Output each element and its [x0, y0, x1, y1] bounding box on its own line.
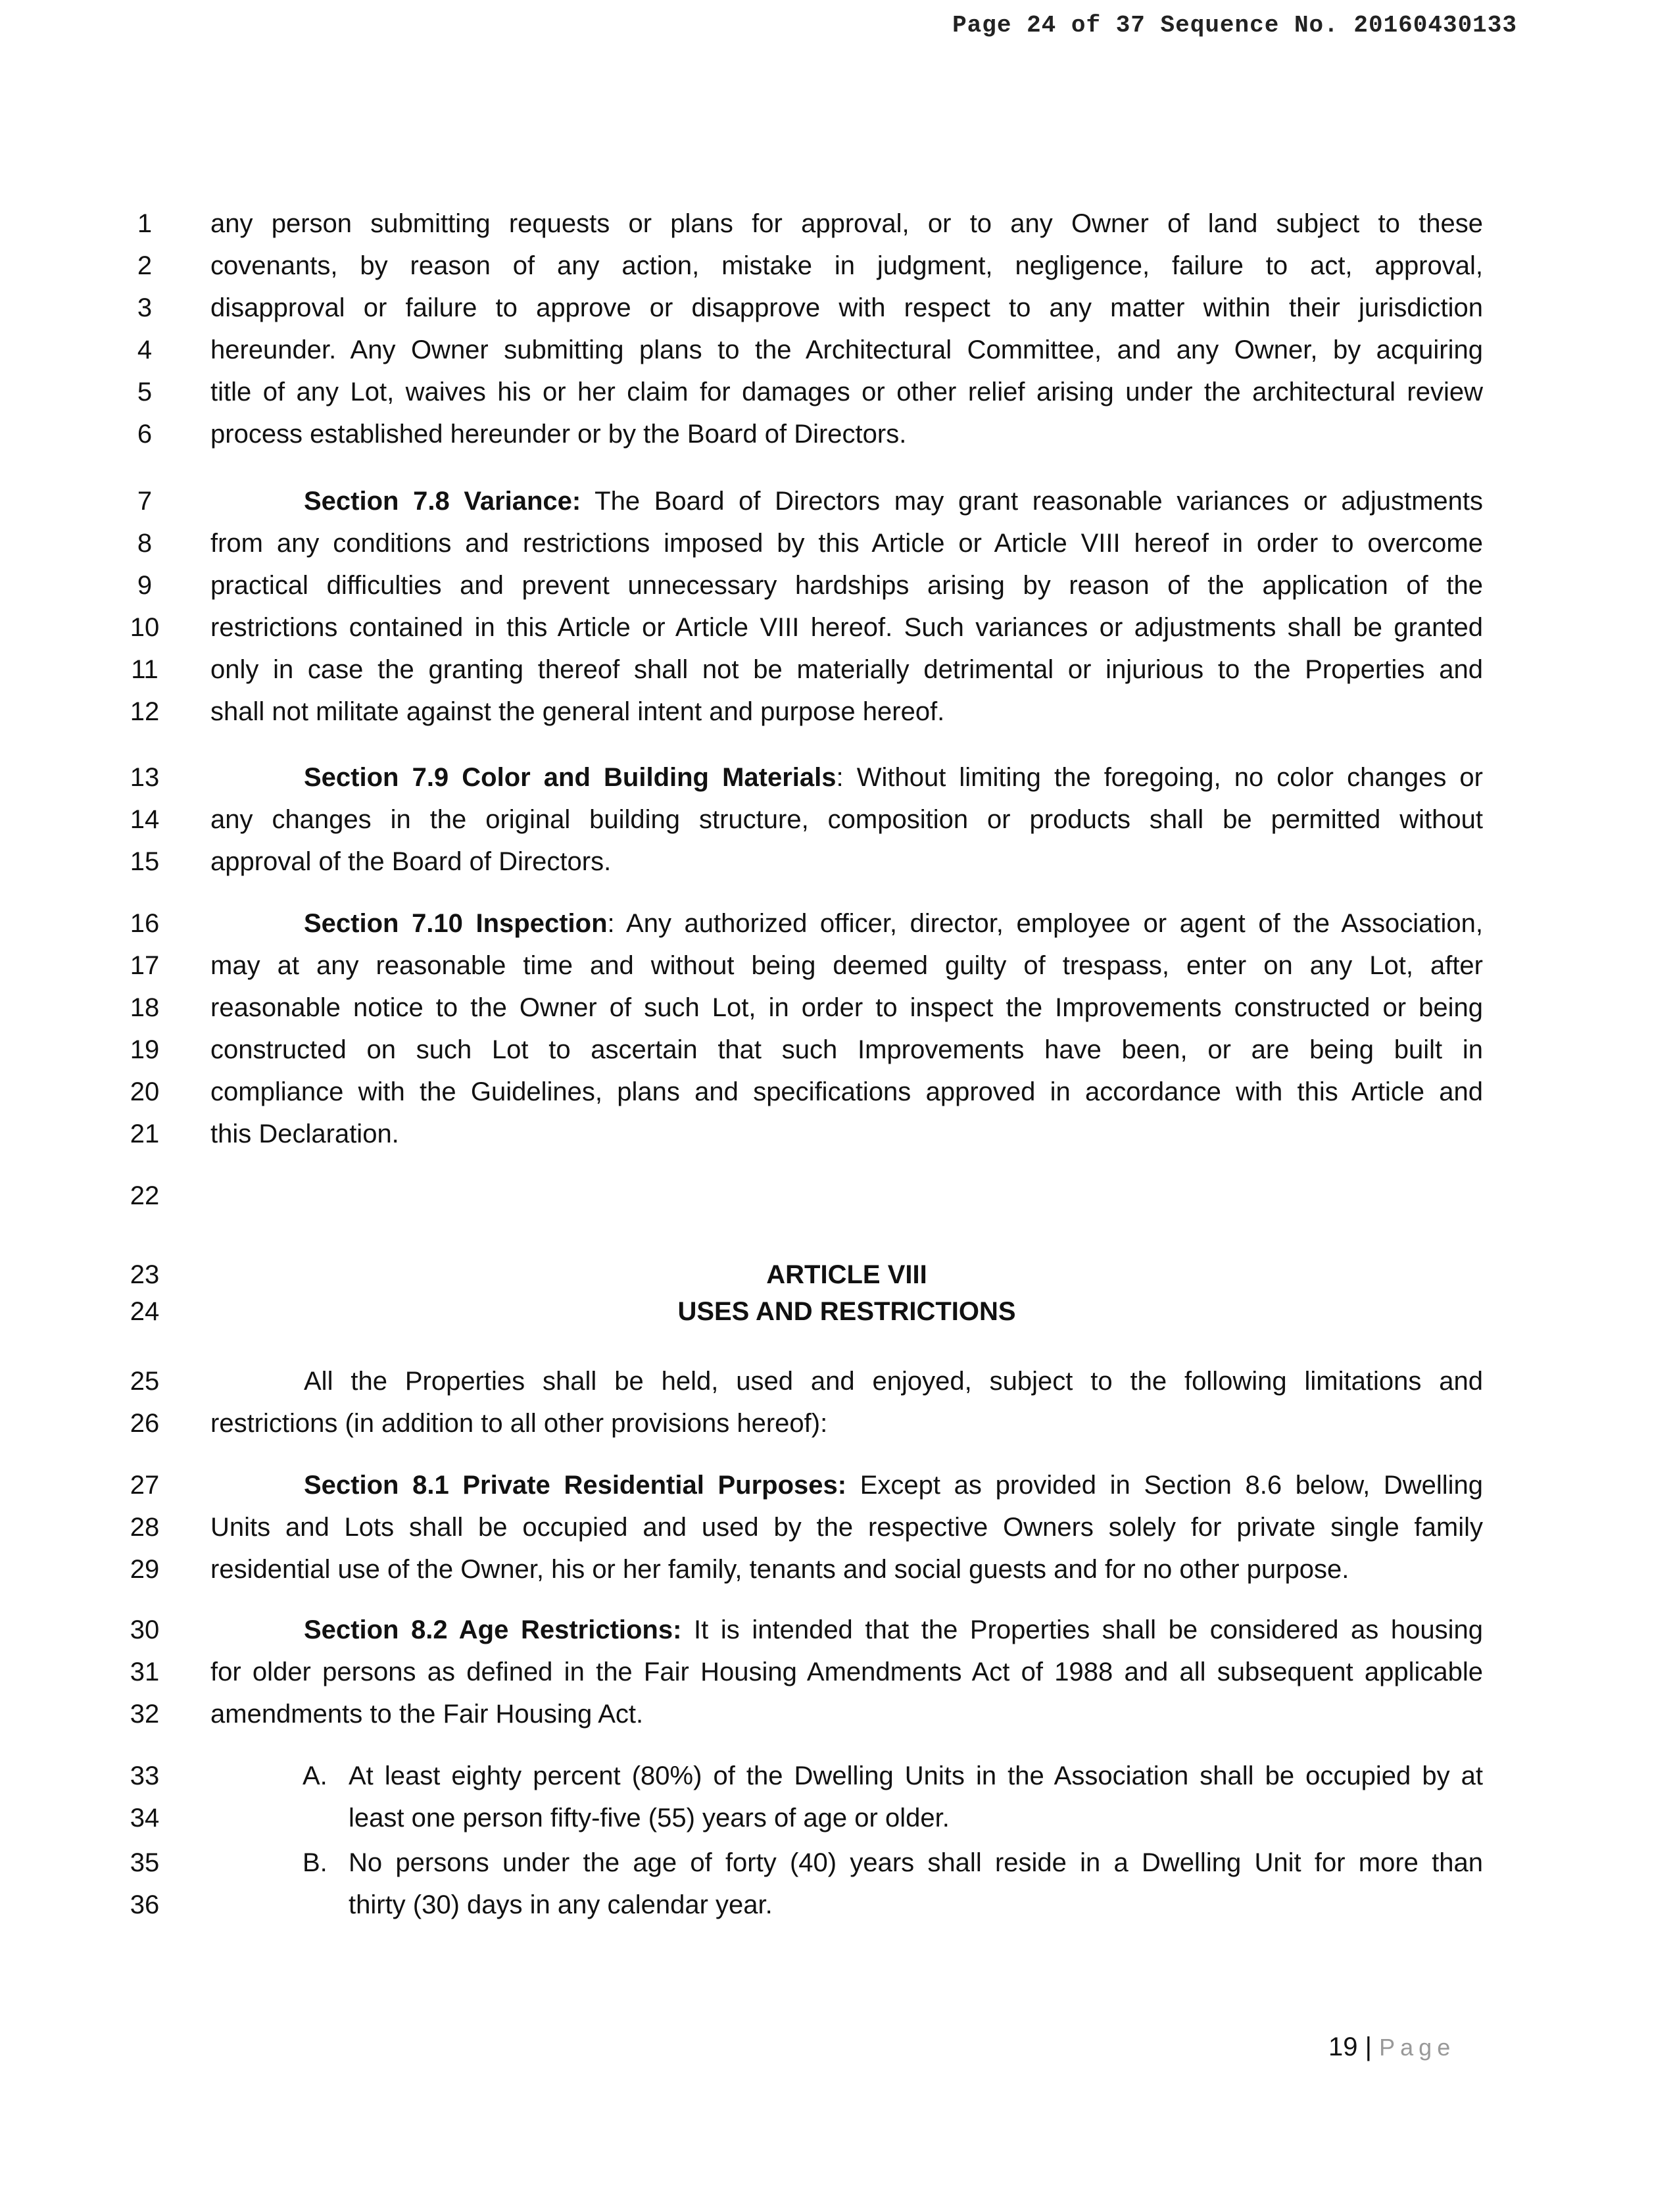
text-line — [0, 287, 1675, 329]
line-text: practical difficulties and prevent unnecessary hardships arising by reason of the application of the — [210, 571, 1483, 600]
line-number: 6 — [137, 420, 153, 449]
section-heading: Section 8.1 Private Residential Purposes: — [304, 1471, 847, 1500]
text-line — [0, 245, 1675, 287]
text-line — [0, 841, 1675, 883]
line-text: reasonable notice to the Owner of such Lot, in order to inspect the Improvements constructed or being — [210, 993, 1483, 1022]
page-footer — [1328, 2032, 1455, 2062]
section-heading: Section 7.9 Color and Building Materials — [304, 763, 837, 792]
text-line — [0, 203, 1675, 245]
line-number: 2 — [137, 251, 153, 280]
text-line — [0, 1402, 1675, 1444]
line-text: amendments to the Fair Housing Act. — [210, 1700, 644, 1729]
fax-header: Page 24 of 37 Sequence No. 20160430133 — [952, 12, 1517, 39]
line-text: any changes in the original building structure, composition or products shall be permitted without — [210, 805, 1483, 834]
line-text: No persons under the age of forty (40) years shall reside in a Dwelling Unit for more than — [349, 1848, 1483, 1877]
line-number: 26 — [130, 1409, 160, 1438]
line-text: Section 7.8 Variance: The Board of Directors may grant reasonable variances or adjustments — [304, 487, 1484, 516]
line-text: only in case the granting thereof shall not be materially detrimental or injurious to the Properties and — [210, 655, 1483, 684]
line-number: 36 — [130, 1890, 160, 1919]
line-text: restrictions (in addition to all other provisions hereof): — [210, 1409, 828, 1438]
line-text: process established hereunder or by the Board of Directors. — [210, 420, 907, 449]
line-number: 19 — [130, 1035, 160, 1064]
line-number: 17 — [130, 951, 160, 980]
line-text: disapproval or failure to approve or disapprove with respect to any matter within their jurisdiction — [210, 293, 1483, 322]
text-line — [0, 691, 1675, 733]
line-text: Section 8.1 Private Residential Purposes: Except as provided in Section 8.6 below, Dwelling — [304, 1471, 1483, 1500]
line-text: least one person fifty-five (55) years of age or older. — [349, 1804, 950, 1832]
text-line — [0, 1290, 1675, 1333]
line-number: 22 — [130, 1181, 160, 1210]
line-text: Section 7.9 Color and Building Materials: Without limiting the foregoing, no color changes or — [304, 763, 1483, 792]
text-line — [0, 1884, 1675, 1926]
text-line — [0, 1360, 1675, 1402]
line-number: 32 — [130, 1700, 160, 1729]
line-number: 34 — [130, 1804, 160, 1832]
text-line — [0, 413, 1675, 455]
line-number: 5 — [137, 378, 153, 406]
line-text: thirty (30) days in any calendar year. — [349, 1890, 773, 1919]
article-subtitle: USES AND RESTRICTIONS — [677, 1297, 1016, 1326]
line-text: Section 7.10 Inspection: Any authorized officer, director, employee or agent of the Association, — [304, 909, 1483, 938]
line-number: 30 — [130, 1615, 160, 1644]
line-number: 23 — [130, 1260, 160, 1289]
text-line — [0, 564, 1675, 606]
line-text: residential use of the Owner, his or her family, tenants and social guests and for no other purpose. — [210, 1555, 1349, 1584]
line-text: title of any Lot, waives his or her claim for damages or other relief arising under the architectural review — [210, 378, 1483, 406]
line-number: 31 — [130, 1658, 160, 1686]
line-text: this Declaration. — [210, 1119, 399, 1148]
line-number: 10 — [130, 613, 160, 642]
line-text: covenants, by reason of any action, mistake in judgment, negligence, failure to act, approval, — [210, 251, 1483, 280]
text-line — [0, 1651, 1675, 1693]
line-text: from any conditions and restrictions imposed by this Article or Article VIII hereof in order to overcome — [210, 529, 1483, 558]
line-text: Section 8.2 Age Restrictions: It is intended that the Properties shall be considered as housing — [304, 1615, 1483, 1644]
line-text: approval of the Board of Directors. — [210, 847, 612, 876]
text-line — [0, 1797, 1675, 1839]
text-line — [0, 987, 1675, 1029]
line-number: 35 — [130, 1848, 160, 1877]
text-line — [0, 1842, 1675, 1884]
section-heading: Section 7.8 Variance: — [304, 487, 581, 516]
page-label: Page — [1379, 2034, 1456, 2061]
line-number: 8 — [137, 529, 153, 558]
line-text: hereunder. Any Owner submitting plans to the Architectural Committee, and any Owner, by acquiring — [210, 335, 1483, 364]
line-text: any person submitting requests or plans for approval, or to any Owner of land subject to these — [210, 209, 1483, 238]
line-number: 9 — [137, 571, 153, 600]
article-title: ARTICLE VIII — [766, 1260, 927, 1289]
line-number: 7 — [137, 487, 153, 516]
page-number: 19 — [1328, 2032, 1358, 2061]
line-number: 11 — [131, 655, 158, 684]
line-number: 21 — [130, 1119, 160, 1148]
line-text: constructed on such Lot to ascertain that such Improvements have been, or are being built in — [210, 1035, 1483, 1064]
line-number: 3 — [137, 293, 153, 322]
text-line — [0, 480, 1675, 522]
line-number: 25 — [130, 1367, 160, 1396]
text-line — [0, 1548, 1675, 1590]
text-line — [0, 329, 1675, 371]
line-number: 13 — [130, 763, 160, 792]
line-number: 15 — [130, 847, 160, 876]
section-heading: Section 7.10 Inspection — [304, 909, 608, 938]
text-line — [0, 1464, 1675, 1506]
line-number: 18 — [130, 993, 160, 1022]
text-line — [0, 371, 1675, 413]
text-line — [0, 1113, 1675, 1155]
line-number: 27 — [130, 1471, 160, 1500]
text-line — [0, 1693, 1675, 1735]
text-line — [0, 1254, 1675, 1296]
line-text: may at any reasonable time and without being deemed guilty of trespass, enter on any Lot, after — [210, 951, 1483, 980]
text-line — [0, 756, 1675, 799]
text-line — [0, 799, 1675, 841]
line-text: shall not militate against the general intent and purpose hereof. — [210, 697, 945, 726]
section-heading: Section 8.2 Age Restrictions: — [304, 1615, 682, 1644]
text-line — [0, 1755, 1675, 1797]
line-text: for older persons as defined in the Fair Housing Amendments Act of 1988 and all subsequent applicable — [210, 1658, 1483, 1686]
line-text: All the Properties shall be held, used and enjoyed, subject to the following limitations and — [304, 1367, 1483, 1396]
line-number: 12 — [130, 697, 160, 726]
list-label: B. — [303, 1848, 328, 1877]
text-line — [0, 1506, 1675, 1548]
text-line — [0, 1175, 1675, 1217]
line-text: Units and Lots shall be occupied and used by the respective Owners solely for private single family — [210, 1513, 1483, 1542]
text-line — [0, 1071, 1675, 1113]
text-line — [0, 606, 1675, 649]
line-number: 29 — [130, 1555, 160, 1584]
footer-separator: | — [1365, 2032, 1372, 2061]
line-number: 14 — [130, 805, 160, 834]
line-number: 28 — [130, 1513, 160, 1542]
text-line — [0, 1609, 1675, 1651]
line-number: 16 — [130, 909, 160, 938]
list-label: A. — [303, 1761, 328, 1790]
text-line — [0, 649, 1675, 691]
line-number: 4 — [137, 335, 153, 364]
line-text: At least eighty percent (80%) of the Dwelling Units in the Association shall be occupied by at — [349, 1761, 1483, 1790]
line-text: restrictions contained in this Article or Article VIII hereof. Such variances or adjustments shall be granted — [210, 613, 1483, 642]
line-number: 20 — [130, 1077, 160, 1106]
line-number: 1 — [137, 209, 153, 238]
text-line — [0, 902, 1675, 945]
text-line — [0, 945, 1675, 987]
line-number: 33 — [130, 1761, 160, 1790]
line-number: 24 — [130, 1297, 160, 1326]
text-line — [0, 1029, 1675, 1071]
line-text: compliance with the Guidelines, plans and specifications approved in accordance with this Article and — [210, 1077, 1483, 1106]
text-line — [0, 522, 1675, 564]
